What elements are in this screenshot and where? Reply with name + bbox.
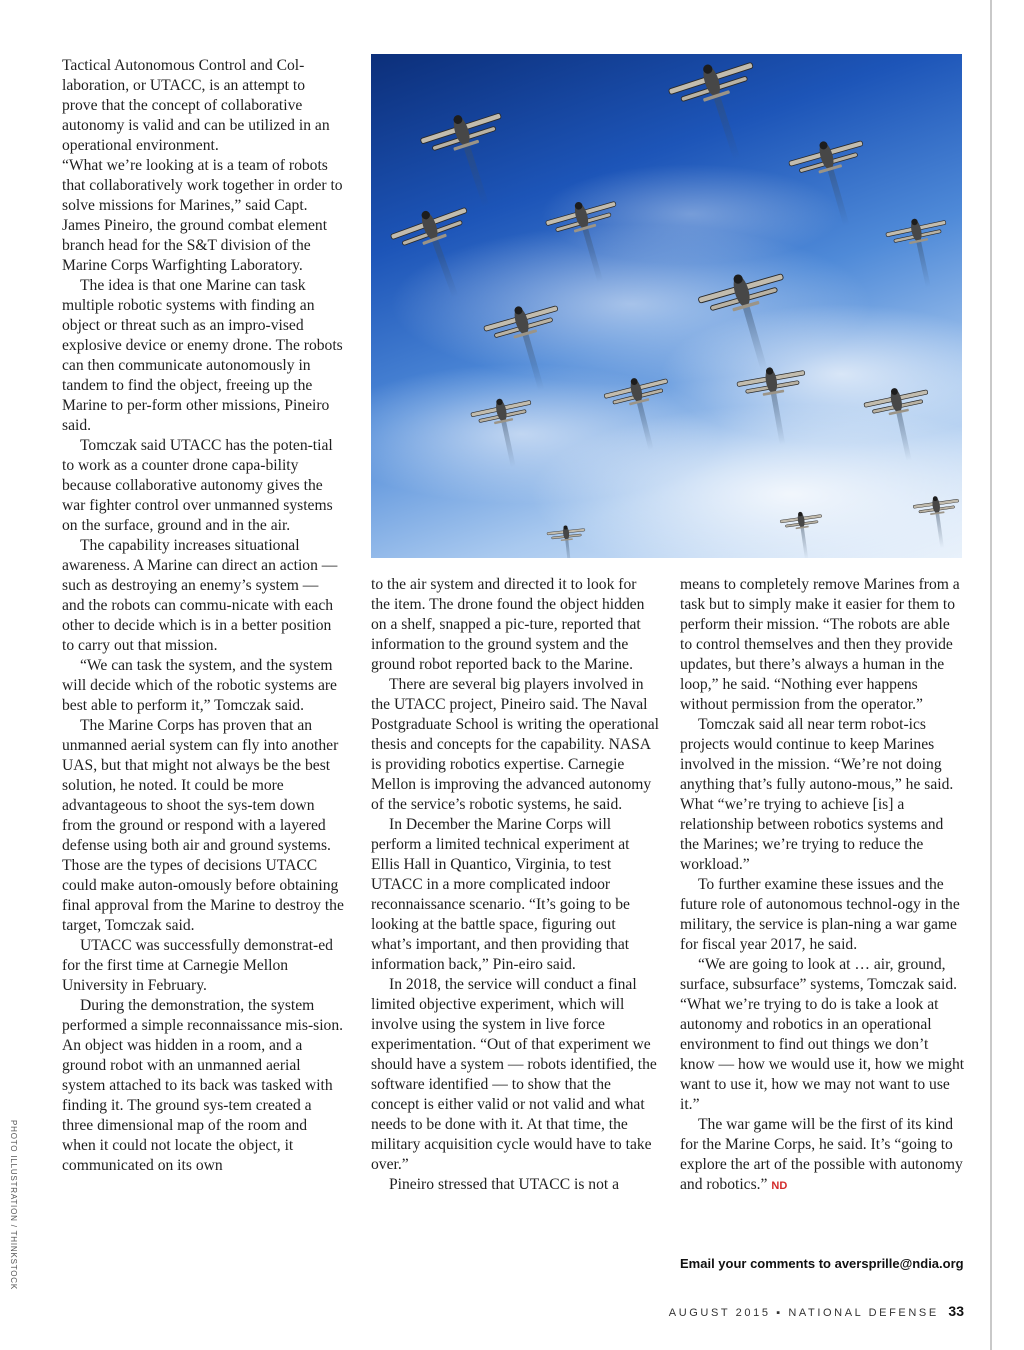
paragraph: “We are going to look at … air, ground, surface, subsurface” systems, Tomczak said. “What we’re trying to do is take a look at autonomy and robotics in an operational environment to find out things we don’t know — how we would use it, how we might want to use it, how we may not want to use it.” [680, 956, 965, 1113]
page-number: 33 [948, 1303, 964, 1319]
paragraph: The idea is that one Marine can task multiple robotic systems with finding an object or threat such as an impro-vised explosive device or enemy drone. The robots can then communicate autonomously in tandem to find the object, freeing up the Marine to per-form other missions, Pineiro said. [62, 277, 343, 434]
paragraph: During the demonstration, the system performed a simple reconnaissance mis-sion. An object was hidden in a room, and a ground robot with an unmanned aerial system attached to its back was tasked with finding it. The ground sys-tem created a three dimensional map of the room and when it could not locate the object, it communicated on its own [62, 997, 344, 1174]
paragraph: Tomczak said UTACC has the poten-tial to work as a counter drone capa-bility because collaborative autonomy gives the war fighter control over unmanned systems on the surface, ground and in the air. [62, 437, 333, 534]
paragraph: In 2018, the service will conduct a final limited objective experiment, which will involve using the system in live force experimentation. “Out of that experiment we should have a system — robots identified, the software identified — to show that the concept is either valid or not valid and what needs to be done with it. At that time, the military acquisition cycle would have to take over.” [371, 976, 657, 1173]
end-mark: ND [771, 1180, 788, 1192]
article-column-3 [680, 575, 965, 1196]
paragraph: There are several big players involved in the UTACC project, Pineiro said. The Naval Postgraduate School is writing the operational thesis and concepts for the capability. NASA is providing robotics expertise. Carnegie Mellon is improving the advanced autonomy of the service’s robotic systems, he said. [371, 676, 659, 813]
page-edge-rule [990, 0, 992, 1350]
page-footer [669, 1303, 964, 1319]
paragraph: Pineiro stressed that UTACC is not a [389, 1176, 620, 1193]
article-column-2 [371, 575, 659, 1195]
drone [665, 54, 779, 173]
paragraph: UTACC was successfully demonstrat-ed for the first time at Carnegie Mellon University in February. [62, 937, 333, 994]
article-column-1 [62, 56, 344, 1176]
email-comments-line: Email your comments to aversprille@ndia.org [680, 1256, 964, 1271]
paragraph: To further examine these issues and the future role of autonomous technol-ogy in the military, the service is plan-ning a war game for fiscal year 2017, he said. [680, 876, 960, 953]
drone [417, 102, 526, 219]
drone-swarm-illustration [371, 54, 962, 558]
paragraph: Tomczak said all near term robot-ics projects would continue to keep Marines involved in the mission. “We’re not doing anything that’s fully autono-mous,” he said. What “we’re trying to achieve [is] a relationship between robotics systems and the Marines; we’re trying to reduce the workload.” [680, 716, 954, 873]
paragraph: “We can task the system, and the system will decide which of the robotic systems are best able to perform it,” Tomczak said. [62, 657, 337, 714]
paragraph: means to completely remove Marines from a task but to simply make it easier for them to perform their mission. “The robots are able to control themselves and then they provide updates, but there’s always a human in the loop,” he said. “Nothing ever happens without permission from the operator.” [680, 576, 960, 713]
photo-credit: PHOTO ILLUSTRATION / THINKSTOCK [9, 1120, 18, 1291]
paragraph: The capability increases situational awareness. A Marine can direct an action — such as destroying an enemy’s system — and the robots can commu-nicate with each other to decide which is in a better position to carry out that mission. [62, 537, 338, 654]
drone [884, 213, 958, 294]
issue-info: AUGUST 2015 ▪ NATIONAL DEFENSE [668, 1307, 939, 1319]
paragraph: to the air system and directed it to look for the item. The drone found the object hidden on a shelf, snapped a pic-ture, reported that information to the ground system and the ground robot reported back to the Marine. [371, 576, 645, 673]
paragraph: In December the Marine Corps will perform a limited technical experiment at Ellis Hall in Quantico, Virginia, to test UTACC in a more complicated indoor reconnaissance scenario. “It’s going to be looking at the battle space, figuring out what’s important, and then providing that information back,” Pin-eiro said. [371, 816, 630, 973]
paragraph: The Marine Corps has proven that an unmanned aerial system can fly into another UAS, but that might not always be the best solution, he noted. It could be more advantageous to shoot the sys-tem down from the ground or respond with a layered defense using both air and ground systems. Those are the types of decisions UTACC could make auton-omously before obtaining final approval from the Marine to destroy the target, Tomczak said. [62, 717, 344, 934]
drone-swarm-photo [371, 54, 962, 558]
paragraph-text: The war game will be the first of its kind for the Marine Corps, he said. It’s “going to explore the art of the possible with autonomy and robotics.” [680, 1116, 963, 1193]
paragraph: Tactical Autonomous Control and Col-laboration, or UTACC, is an attempt to prove that the concept of collaborative autonomy is valid and can be utilized in an operational environment. [62, 57, 330, 154]
last-paragraph [680, 1115, 965, 1196]
paragraph: “What we’re looking at is a team of robots that collaboratively work together in order to solve missions for Marines,” said Capt. James Pineiro, the ground combat element branch head for the S&T division of the Marine Corps Warfighting Laboratory. [62, 157, 343, 274]
